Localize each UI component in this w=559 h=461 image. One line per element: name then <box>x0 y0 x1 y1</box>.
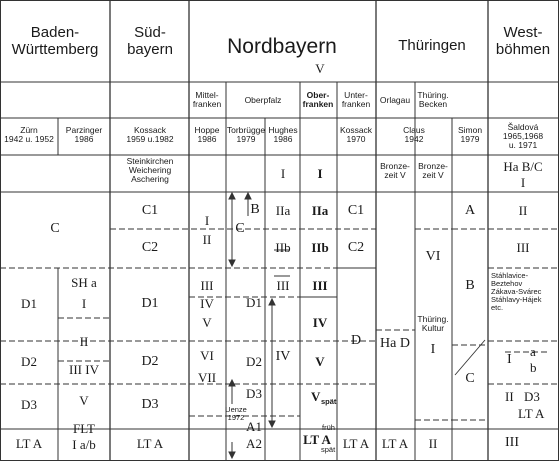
cell-parzinger-i: I <box>81 296 87 311</box>
author-kossack-1959: Kossack 1959 u.1982 <box>126 125 174 144</box>
cell-hughes-iib: IIb <box>275 240 291 255</box>
header-thueringen: Thüringen <box>398 37 466 54</box>
cell-hoppe-vii: VII <box>197 370 217 385</box>
cell-wb-ii: II <box>518 203 528 218</box>
cell-torbruegge-a1: A1 <box>246 419 262 434</box>
cell-hoppe-v: V <box>202 315 212 330</box>
author-parzinger: Parzinger 1986 <box>65 125 103 144</box>
cell-ofr-iii: III <box>312 278 328 293</box>
subheader-orlagau: Orlagau <box>379 95 411 105</box>
author-kossack-1970: Kossack 1970 <box>339 125 373 144</box>
cell-wb-sites: Stáhlavice- Beztehov Zákava-Svárec Stáhlavy-Hájek etc. <box>491 271 542 312</box>
subheader-mittelfranken: Mittel- franken <box>192 90 222 109</box>
cell-baden-d1: D1 <box>21 296 37 311</box>
cell-baden-lt-a: LT A <box>15 436 43 451</box>
author-claus: Claus 1942 <box>403 125 425 144</box>
cell-sued-d1: D1 <box>141 296 159 311</box>
cell-ufr-c2: C2 <box>347 240 365 255</box>
cell-hoppe-i: I <box>204 213 210 228</box>
cell-becken-thueringer-kultur: Thüring. Kultur <box>417 314 449 333</box>
cell-bronzezeit-v-orlagau: Bronze- zeit V <box>380 161 410 180</box>
cell-simon-a: A <box>464 203 476 218</box>
cell-simon-b: B <box>465 278 475 293</box>
subheader-thueringer-becken: Thüring. Becken <box>417 90 449 109</box>
subheader-oberfranken: Ober- franken <box>302 90 334 109</box>
author-hughes: Hughes 1986 <box>268 125 298 144</box>
cell-wb-b: b <box>530 360 537 375</box>
cell-wb-lt-a: LT A <box>518 406 545 421</box>
cell-parzinger-ii: II <box>79 334 89 349</box>
cell-torbruegge-c: C <box>235 221 245 236</box>
cell-baden-d3: D3 <box>21 397 37 412</box>
cell-wb-iii: III <box>516 240 530 255</box>
author-simon: Simon 1979 <box>457 125 483 144</box>
cell-ofr-spaet: spät <box>321 445 336 454</box>
cell-hoppe-iv: IV <box>200 296 214 311</box>
cell-wb-i: I <box>507 352 512 367</box>
cell-bronzezeit-v-becken: Bronze- zeit V <box>418 161 448 180</box>
cell-torbruegge-a2: A2 <box>246 436 262 451</box>
cell-hoppe-ii: II <box>202 232 212 247</box>
cell-torbruegge-d1: D1 <box>246 295 262 310</box>
author-saldova: Šaldová 1965,1968 u. 1971 <box>502 122 544 150</box>
cell-torbruegge-d2: D2 <box>246 354 262 369</box>
cell-hughes-i: I <box>280 166 286 181</box>
header-suedbayern: Süd- bayern <box>127 24 173 59</box>
cell-torbruegge-d3: D3 <box>246 386 262 401</box>
cell-becken-ii: II <box>428 436 438 451</box>
cell-sued-d2: D2 <box>141 354 159 369</box>
cell-ofr-iv: IV <box>312 315 328 330</box>
cell-ufr-c1: C1 <box>347 203 365 218</box>
author-hoppe: Hoppe 1986 <box>194 125 220 144</box>
cell-hoppe-vi: VI <box>200 348 214 363</box>
cell-hughes-iia: IIa <box>275 203 291 218</box>
cell-parzinger-v: V <box>79 393 89 408</box>
cell-ufr-d: D <box>350 333 362 348</box>
author-torbruegge: Torbrügge 1979 <box>226 125 266 144</box>
cell-ofr-v: V <box>315 354 325 369</box>
cell-ofr-frueh: früh <box>322 423 335 432</box>
cell-wb-iii-lower: III <box>505 435 519 450</box>
cell-simon-c: C <box>465 371 475 386</box>
cell-becken-i: I <box>430 342 436 357</box>
cell-ofr-lt-a: LT A <box>303 432 331 447</box>
cell-hughes-iv: IV <box>275 349 291 364</box>
cell-sued-d3: D3 <box>141 397 159 412</box>
cell-sued-lt-a: LT A <box>136 436 164 451</box>
cell-ofr-v-spaet: V <box>311 389 321 404</box>
cell-ha-bc-i: I <box>520 175 526 190</box>
cell-orlagau-ha-d: Ha D <box>380 336 410 351</box>
cell-sued-c2: C2 <box>141 240 159 255</box>
cell-sued-c1: C1 <box>141 203 159 218</box>
subheader-oberpfalz: Oberpfalz <box>244 95 282 105</box>
cell-torbruegge-b: B <box>250 202 260 217</box>
cell-baden-d2: D2 <box>21 354 37 369</box>
cell-ofr-iib: IIb <box>311 240 329 255</box>
cell-hoppe-iii: III <box>200 278 214 293</box>
subheader-unterfranken: Unter- franken <box>341 90 371 109</box>
cell-wb-a: a <box>530 344 536 359</box>
author-zuern: Zürn 1942 u. 1952 <box>4 125 54 144</box>
cell-ofr-iia: IIa <box>311 203 329 218</box>
cell-wb-ii-lower: II <box>505 389 514 404</box>
cell-ofr-v-spaet-sub: spät <box>321 397 337 406</box>
cell-ha-bc: Ha B/C <box>503 159 543 174</box>
cell-hughes-iii: III <box>276 278 290 293</box>
cell-baden-c: C <box>50 221 60 236</box>
header-westboehmen: West- böhmen <box>495 24 551 59</box>
cell-sued-sites: Steinkirchen Weichering Aschering <box>126 156 174 184</box>
header-baden-wuerttemberg: Baden- Württemberg <box>11 24 99 59</box>
cell-ufr-lt-a: LT A <box>342 436 370 451</box>
cell-parzinger-iab: I a/b <box>72 437 96 452</box>
cell-ofr-i: I <box>317 166 323 181</box>
cell-parzinger-iii-iv: III IV <box>69 362 99 377</box>
cell-wb-d3: D3 <box>524 389 540 404</box>
cell-parzinger-flt: FLT <box>73 421 95 436</box>
cell-orlagau-lt-a: LT A <box>381 436 409 451</box>
header-nordbayern: Nordbayern <box>227 35 337 58</box>
header-nordbayern-v: V <box>315 61 325 76</box>
cell-parzinger-sha: SH a <box>71 275 97 290</box>
cell-becken-vi: VI <box>425 249 441 264</box>
cell-uenze-1972: Uenze 1972 <box>225 405 247 422</box>
